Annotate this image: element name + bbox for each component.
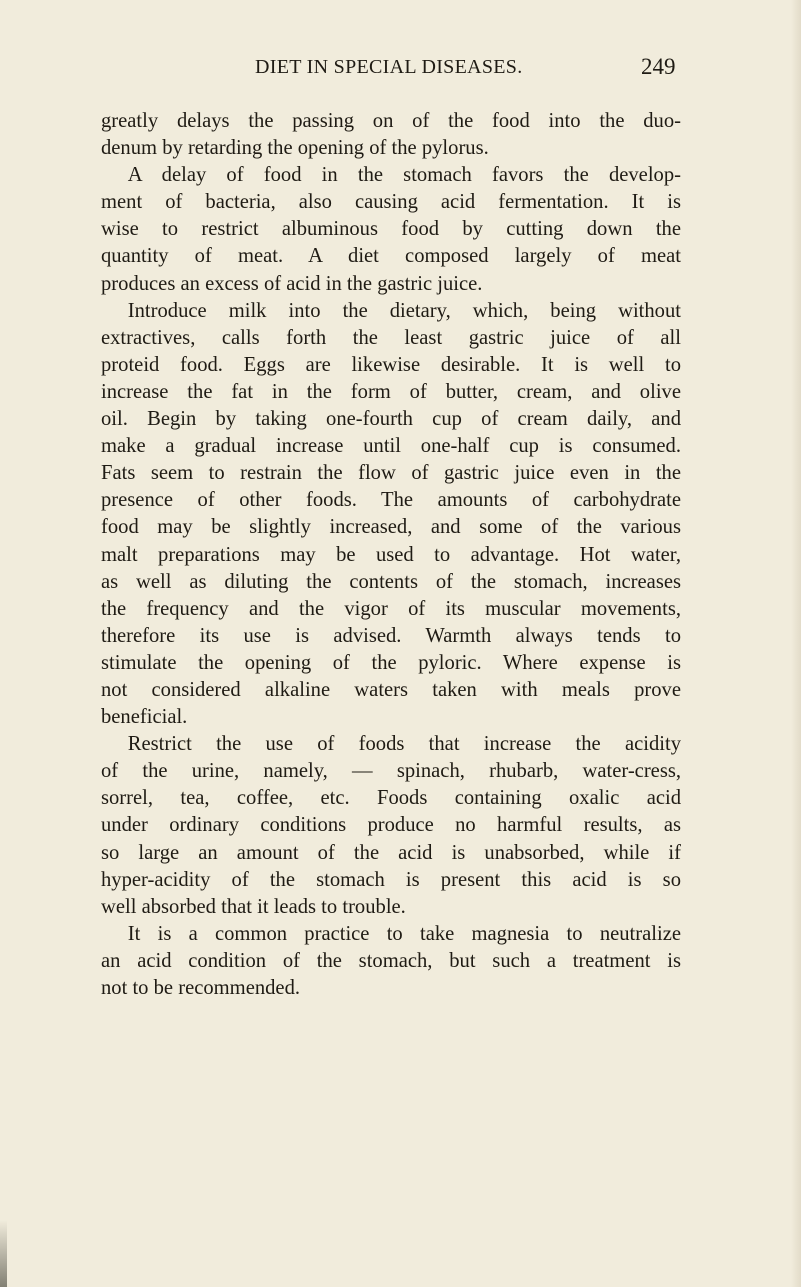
text-line: as well as diluting the contents of the stomach, increases xyxy=(101,570,681,593)
text-line: presence of other foods. The amounts of carbohydrate xyxy=(101,489,681,512)
text-line: Restrict the use of foods that increase the acidity xyxy=(127,733,681,756)
page-edge-shadow xyxy=(791,0,801,1287)
text-line: an acid condition of the stomach, but such a treatment is xyxy=(101,949,681,972)
text-line: food may be slightly increased, and some of the various xyxy=(101,516,681,539)
body-text xyxy=(101,108,681,1002)
text-line: not considered alkaline waters taken with meals prove xyxy=(101,678,681,701)
text-line: under ordinary conditions produce no harmful results, as xyxy=(101,814,681,837)
text-line: malt preparations may be used to advantage. Hot water, xyxy=(101,543,681,566)
text-line: ment of bacteria, also causing acid fermentation. It is xyxy=(101,191,681,214)
text-line: beneficial. xyxy=(101,706,188,729)
text-line: oil. Begin by taking one-fourth cup of cream daily, and xyxy=(101,408,681,431)
binding-mark xyxy=(0,1220,7,1287)
text-line: It is a common practice to take magnesia to neutralize xyxy=(127,922,681,945)
text-line: denum by retarding the opening of the pylorus. xyxy=(101,137,489,160)
text-line: therefore its use is advised. Warmth always tends to xyxy=(101,624,681,647)
text-line: hyper-acidity of the stomach is present this acid is so xyxy=(101,868,681,891)
text-line: sorrel, tea, coffee, etc. Foods containing oxalic acid xyxy=(101,787,681,810)
text-line: of the urine, namely, — spinach, rhubarb, water-cress, xyxy=(101,760,681,783)
text-line: stimulate the opening of the pyloric. Where expense is xyxy=(101,651,681,674)
text-line: Introduce milk into the dietary, which, being without xyxy=(127,299,681,322)
text-line: proteid food. Eggs are likewise desirable. It is well to xyxy=(101,353,681,376)
text-line: wise to restrict albuminous food by cutting down the xyxy=(101,218,681,241)
running-head: DIET IN SPECIAL DISEASES. xyxy=(255,56,523,78)
text-line: so large an amount of the acid is unabsorbed, while if xyxy=(101,841,681,864)
text-line: well absorbed that it leads to trouble. xyxy=(101,895,406,918)
text-line: the frequency and the vigor of its muscular movements, xyxy=(101,597,681,620)
text-line: produces an excess of acid in the gastric juice. xyxy=(101,272,483,295)
text-line: quantity of meat. A diet composed largely of meat xyxy=(101,245,681,268)
page-number: 249 xyxy=(641,54,676,79)
text-line: greatly delays the passing on of the food into the duo- xyxy=(101,110,681,132)
text-line: extractives, calls forth the least gastric juice of all xyxy=(101,326,681,349)
text-line: A delay of food in the stomach favors the develop- xyxy=(127,164,681,187)
text-line: Fats seem to restrain the flow of gastric juice even in the xyxy=(101,462,681,485)
text-line: increase the fat in the form of butter, cream, and olive xyxy=(101,380,681,403)
text-line: make a gradual increase until one-half cup is consumed. xyxy=(101,435,681,458)
text-line: not to be recommended. xyxy=(101,977,301,999)
